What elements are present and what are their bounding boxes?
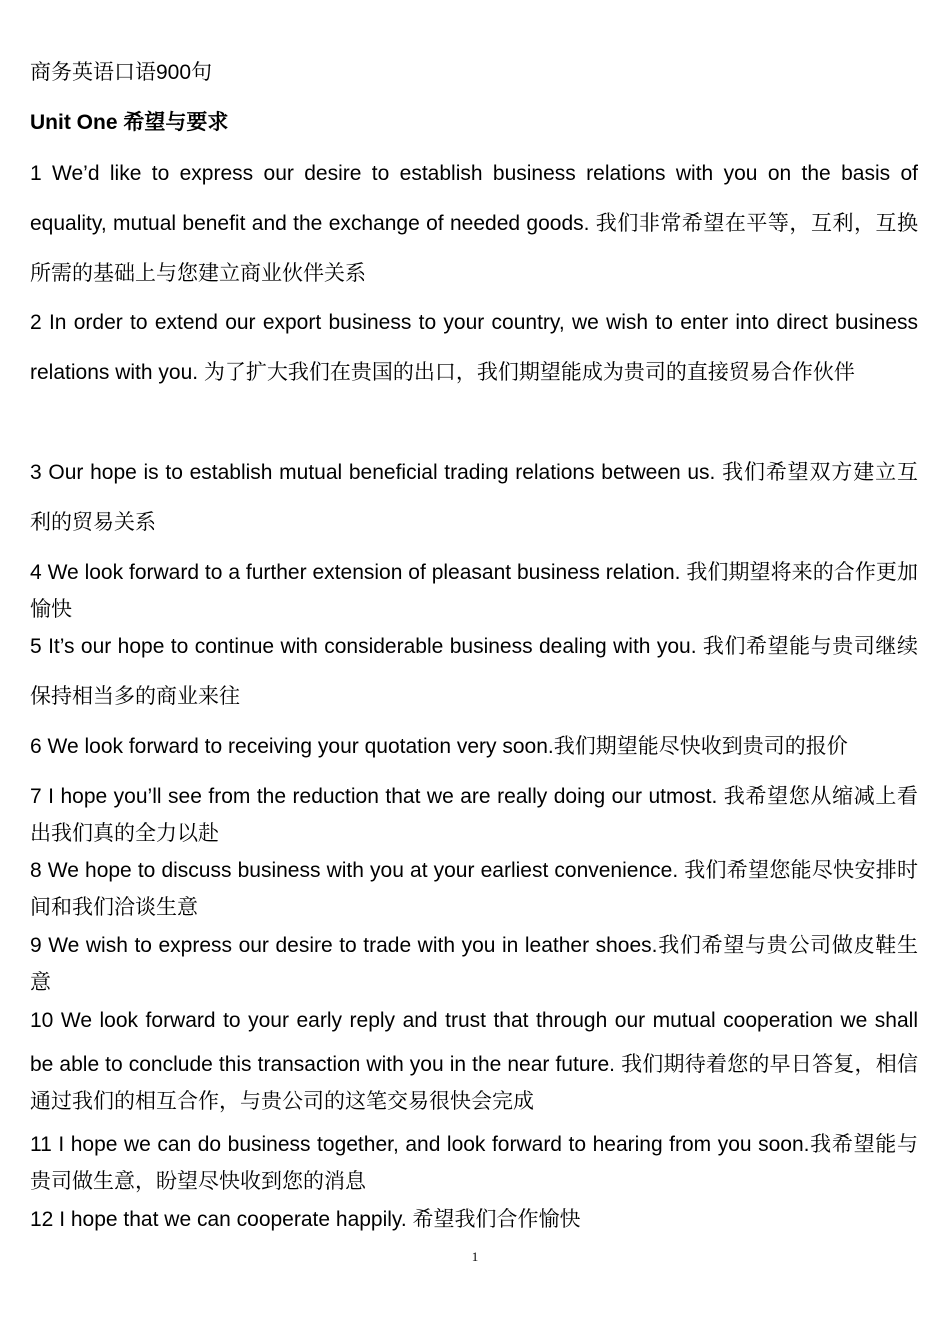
sentence-entry-10 (30, 996, 918, 1120)
sentence-entry-7: 7 I hope you’ll see from the reduction that we are really doing our utmost. 我希望您从缩减上看出我们真的全力以赴 (30, 785, 918, 845)
sentence-entry-4: 4 We look forward to a further extension of pleasant business relation. 我们期望将来的合作更加愉快 (30, 561, 918, 621)
page-number: 1 (471, 1249, 479, 1264)
sentence-entry-1: 1 We’d like to express our desire to establish business relations with you on the basis of equality, mutual benefit and the exchange of needed goods. 我们非常希望在平等，互利，互换所需的基础上与您建立商业伙伴关系 (30, 162, 918, 285)
sentence-entry-5: 5 It’s our hope to continue with considerable business dealing with you. 我们希望能与贵司继续保持相当多的商业来往 (30, 635, 918, 708)
unit-heading: Unit One 希望与要求 (30, 111, 229, 134)
sentence-entry-12: 12 I hope that we can cooperate happily. 希望我们合作愉快 (30, 1208, 581, 1231)
sentence-entry-3: 3 Our hope is to establish mutual beneficial trading relations between us. 我们希望双方建立互利的贸易关系 (30, 461, 918, 534)
sentence-entry-10-text: 10 We look forward to your early reply and trust that through our mutual cooperation we shall be able to conclude this transaction with you in the near future. 我们期待着您的早日答复，相信通过我们的相互合作，与贵公司的这笔交易很快会完成 (30, 1009, 918, 1113)
document-title: 商务英语口语900句 (30, 61, 213, 84)
sentence-entry-8: 8 We hope to discuss business with you at your earliest convenience. 我们希望您能尽快安排时间和我们洽谈生意 (30, 859, 918, 919)
sentence-entry-2: 2 In order to extend our export business to your country, we wish to enter into direct business relations with you. 为了扩大我们在贵国的出口，我们期望能成为贵司的直接贸易合作伙伴 (30, 311, 918, 384)
sentence-entry-9: 9 We wish to express our desire to trade with you in leather shoes.我们希望与贵公司做皮鞋生意 (30, 934, 918, 994)
sentence-entry-11: 11 I hope we can do business together, and look forward to hearing from you soon.我希望能与贵司做生意，盼望尽快收到您的消息 (30, 1133, 918, 1193)
sentence-entry-6: 6 We look forward to receiving your quotation very soon.我们期望能尽快收到贵司的报价 (30, 735, 848, 758)
